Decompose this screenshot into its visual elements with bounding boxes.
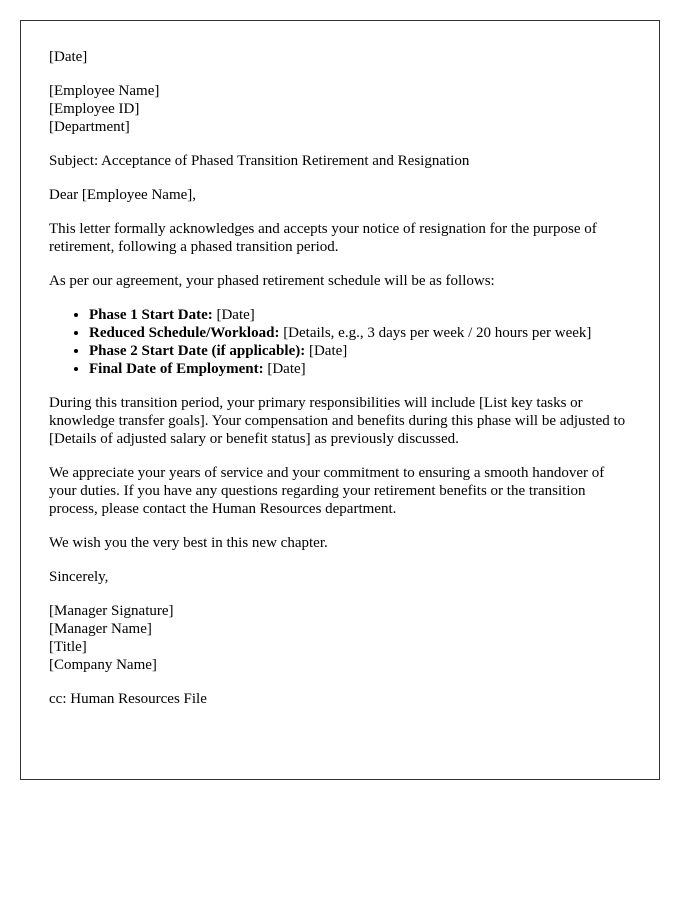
schedule-item-reduced-schedule: [89, 324, 631, 342]
signature-block: [49, 602, 631, 674]
schedule-item-value: [Date]: [267, 361, 306, 377]
recipient-name: [Employee Name]: [49, 83, 160, 99]
appreciation-paragraph: We appreciate your years of service and your commitment to ensuring a smooth handover of your duties. If you have any questions regarding your retirement benefits or the transition process, please contact the Human Resources department.: [49, 465, 605, 517]
letter-closing: Sincerely,: [49, 569, 109, 585]
transition-paragraph: During this transition period, your primary responsibilities will include [List key tasks or knowledge transfer goals]. Your compensation and benefits during this phase will be adjusted to [Details of adjusted salary or benefit status] as previously discussed.: [49, 395, 626, 447]
schedule-item-label: Reduced Schedule/Workload:: [89, 325, 280, 341]
schedule-item-label: Phase 1 Start Date:: [89, 307, 213, 323]
schedule-item-phase-2: [89, 342, 631, 360]
intro-paragraph: This letter formally acknowledges and accepts your notice of resignation for the purpose of retirement, following a phased transition period.: [49, 221, 597, 255]
letter-page: [20, 20, 660, 780]
schedule-item-phase-1: [89, 306, 631, 324]
wishes-paragraph: We wish you the very best in this new chapter.: [49, 535, 328, 551]
recipient-id: [Employee ID]: [49, 101, 140, 117]
schedule-item-label: Final Date of Employment:: [89, 361, 264, 377]
recipient-block: [49, 82, 631, 136]
manager-title: [Title]: [49, 639, 87, 655]
manager-signature: [Manager Signature]: [49, 603, 174, 619]
schedule-intro-paragraph: As per our agreement, your phased retirement schedule will be as follows:: [49, 273, 495, 289]
schedule-item-final-date: [89, 360, 631, 378]
letter-subject: Subject: Acceptance of Phased Transition Retirement and Resignation: [49, 153, 470, 169]
company-name: [Company Name]: [49, 657, 157, 673]
cc-line: cc: Human Resources File: [49, 691, 207, 707]
letter-salutation: Dear [Employee Name],: [49, 187, 197, 203]
schedule-item-label: Phase 2 Start Date (if applicable):: [89, 343, 306, 359]
manager-name: [Manager Name]: [49, 621, 152, 637]
schedule-list: [49, 306, 631, 378]
recipient-department: [Department]: [49, 119, 130, 135]
schedule-item-value: [Details, e.g., 3 days per week / 20 hours per week]: [283, 325, 592, 341]
letter-date: [Date]: [49, 49, 88, 65]
schedule-item-value: [Date]: [216, 307, 255, 323]
schedule-item-value: [Date]: [308, 343, 348, 359]
